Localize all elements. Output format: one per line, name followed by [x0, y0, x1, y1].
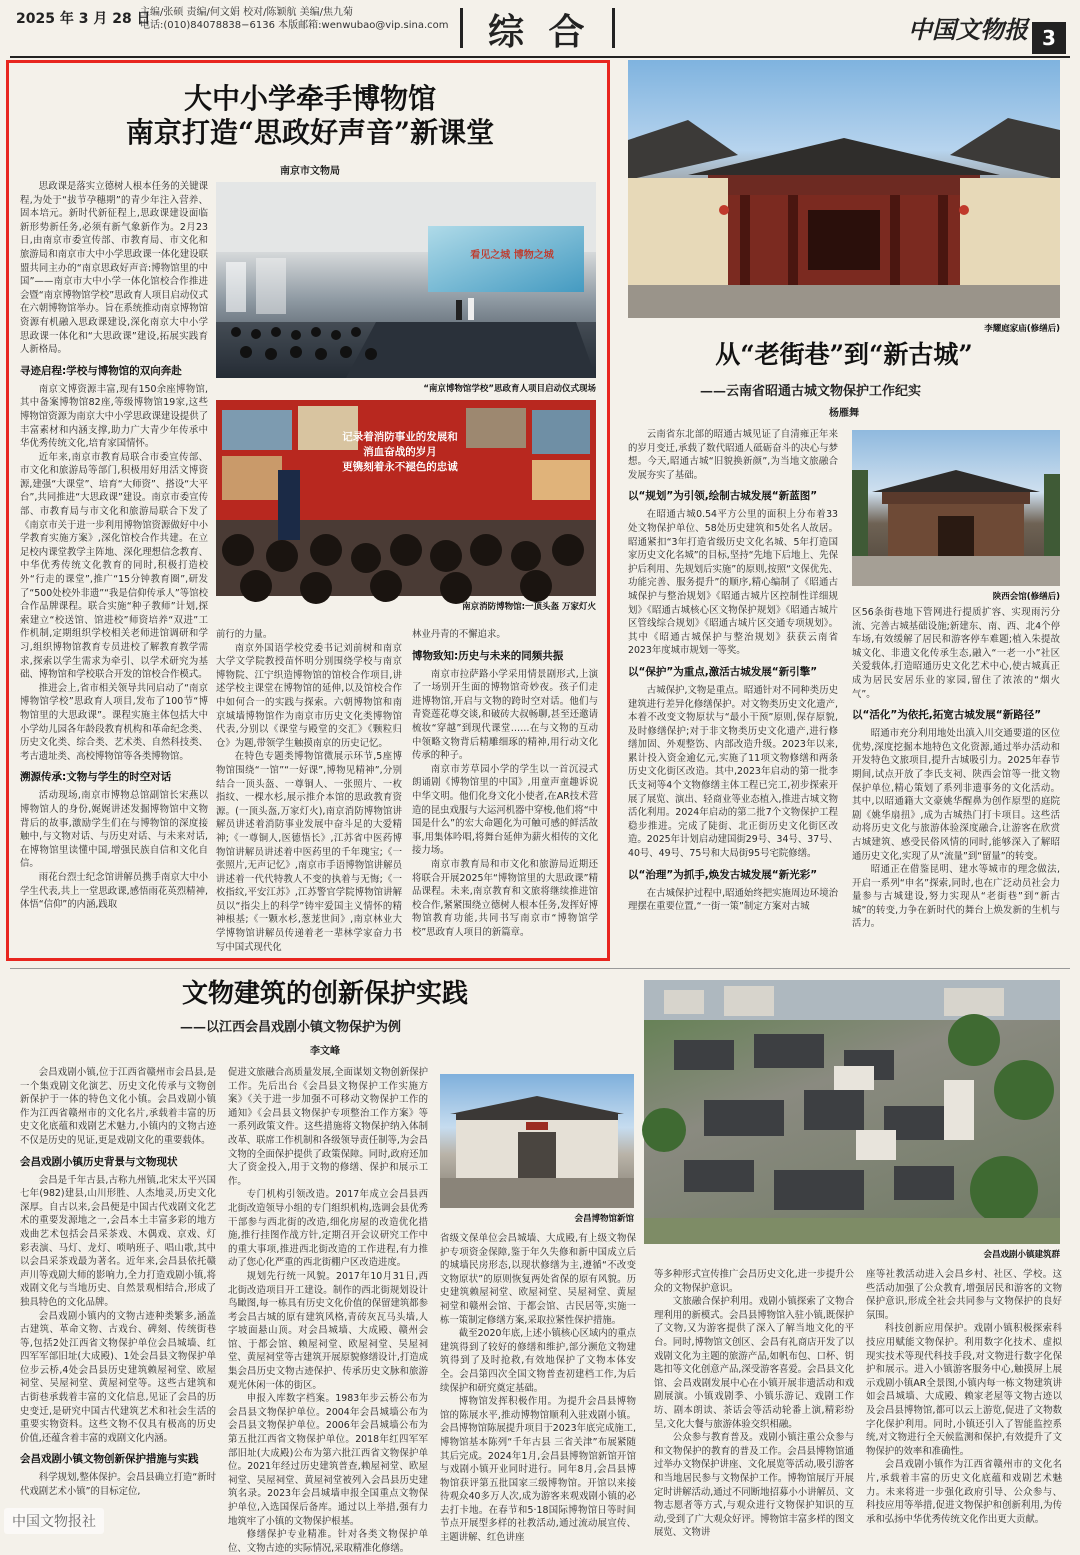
fire-museum-wall-line: 更镌刻着永不褪色的忠诚: [342, 461, 458, 473]
article3-paragraph: 座等社教活动进入会昌乡村、社区、学校。这些活动加强了公众教育,增强居民和游客的文物保护意识,形成全社会共同参与文物保护的良好氛围。: [866, 1269, 1062, 1321]
credits-line-2: 电话:(010)84078838−6136 本版邮箱:wenwubao@vip.sina.com: [140, 20, 449, 31]
article1-paragraph: 推进会上,省市相关领导共同启动了“南京博物馆学校”思政育人项目,发布了100节“博物馆里的大思政课”。课程实施主体包括大中小学幼儿园各年龄段教育机构和革命纪念类、历史文化类、综合类、艺术类、自然科技类、考古遗址类、高校博物馆等各类博物馆。: [20, 682, 208, 762]
article2-paragraph: 古城保护,文物是重点。昭通针对不同种类历史建筑进行差异化修缮保护。对文物类历史文化遗产,本着不改变文物原状与“最小干预”原则,保存原貌,及时修缮保护;对于非文物类历史文化遗产,进行修缮加固、外观整饬、内部改造升级。2023年以来,累计投入资金逾亿元,实施了11项文物修缮和两条历史文化街区改造。其中,2023年启动的第一批李氏支祠等4个文物修缮主体工程已完工,初步探索开展了展览、演出、轻商业等业态植入,推进古城文物活化利用。2024年启动的第二批7个文物保护工程稳步推进。完成了陡街、北正街历史文化街区改造。2025年计划启动建国街29号、34号、37号、40号、49号、75号和大局街95号宅院修缮。: [628, 684, 838, 860]
article3-column-1: [20, 1066, 216, 1514]
article2-subhead-2: 以“保护”为重点,激活古城发展“新引擎”: [628, 665, 818, 678]
issue-date: 2025 年 3 月 28 日: [16, 11, 151, 27]
article1-paragraph: 前行的力量。: [216, 629, 273, 640]
article2-paragraph: 昭通市充分利用地处出滇入川交通要道的区位优势,深度挖掘本地特色文化资源,通过举办活动和开发特色文旅项目,提升古城吸引力。2025年春节期间,试点开放了李氏支祠、陕西会馆等一批文物保护单位,精心策划了系列非遗事务的文化活动。其中,以昭通籍大文豪姚华醒鼻为创作原型的庭院剧《姚华扇扭》,成为古城热门打卡项目。这些活动将历史文化与旅游体验深度融合,让游客在欣赏古城建筑、感受民俗风情的同时,能够深入了解昭通历史文化,实现了从“流量”到“留量”的转变。: [852, 728, 1060, 862]
article3-paragraph: 促进文旅融合高质量发展,全面谋划文物创新保护工作。先后出台《会昌县文物保护工作实施方案》《关于进一步加强不可移动文物保护工作的通知》《会昌县文物保护专项整治工作方案》等一系列政策文件。这些措施将文物保护纳入体制改革、联席工作机制和各级领导责任制等,为会昌文物的全面保护提供了政策保障。同时,政府还加大了资金投入,用于文物的修缮、保护和展示工作。: [228, 1067, 428, 1187]
article3-paragraph: 科技创新应用保护。戏剧小镇积极探索科技应用赋能文物保护。利用数字化技术、虚拟现实技术等现代科技手段,对文物进行数字化保护和展示。进入小镇游客服务中心,触摸屏上展示戏剧小镇AR全景图,小镇内每一栋文物建筑讲如会昌城墙、大成殿、赖家老屋等文物古迹以及会昌县博物馆,都可以云上游览,促进了文物数字化保护利用。同时,小镇还引入了智能监控系统,对文物进行全天候监测和保护,有效提升了文物保护的效率和准确性。: [866, 1323, 1062, 1457]
article1-paragraph: 南京文博资源丰富,现有150余座博物馆,其中备案博物馆82座,等级博物馆19家,这些博物馆资源为南京大中小学思政课建设提供了丰富素材和内涵支撑,助力广大青少年传承中华优秀传统文化,培育家国情怀。: [20, 383, 208, 450]
article3-paragraph: 博物馆发挥积极作用。为提升会昌县博物馆的陈展水平,推动博物馆顺利入驻戏剧小镇。会昌博物馆陈展提升项目于2023年底完成施工,博物馆基本陈列“千年古县 三省关津”布展紧随其后完成。2024年1月,会昌县博物馆新馆开馆与戏剧小镇开业同时进行。同年8月,会昌县博物馆获评第五批国家三级博物馆。开馆以来接待观众40多万人次,成为游客来观戏剧小镇的必去打卡地。在春节和5·18国际博物馆日等时间节点开展型多样的社教活动,通过流动展宣传、主题讲解、红色讲座: [440, 1396, 636, 1544]
article1-subhead-2: 溯源传承:文物与学生的时空对话: [20, 771, 172, 784]
article1-subhead-3: 博物致知:历史与未来的同频共振: [412, 649, 564, 662]
article3-paragraph: 规划先行统一风貌。2017年10月31日,西北街改造项目开工建设。制作的西北街规划设计鸟瞰图,每一栋具有历史文化价值的保留建筑都参考会昌古城的原有建筑风格,青砖灰瓦马头墙,人字坡面悬山顶。对会昌城墙、大成殿、赣州会馆、于都会馆、赖屋祠堂、欧屋祠堂、吴屋祠堂、黄屋祠堂等古建筑开展原貌修缮设计,打造成集会昌历史文物古迹保护、传承历史文脉和旅游观光休闲一体的街区。: [228, 1270, 428, 1391]
article3-column-3: [440, 1232, 636, 1544]
fire-museum-wall-line: 记录着消防事业的发展和: [342, 431, 458, 443]
article2-paragraph: 在古城保护过程中,昭通始终把实施周边环境治理摆在重要位置,“一街一策”制定方案对古城: [628, 887, 838, 913]
section-bar-right: [612, 8, 615, 48]
article3-column-2: [228, 1066, 428, 1554]
article1-photo-fire-museum-caption: 南京消防博物馆:一顶头盔 万家灯火: [462, 602, 596, 612]
article3-title: 文物建筑的创新保护实践: [181, 979, 468, 1009]
article2-title: 从“老街巷”到“新古城”: [715, 340, 973, 369]
article3-photo-museum-caption: 会昌博物馆新馆: [574, 1214, 634, 1224]
article1-column-2: [216, 628, 402, 953]
temple-photo-drawing: [628, 60, 1060, 318]
article1-paragraph: 林业丹青的不懈追求。: [412, 629, 506, 640]
article3-photo-museum: [440, 1074, 634, 1208]
article3-byline: 李文峰: [310, 1046, 340, 1057]
article1-paragraph: 南京市芳草园小学的学生以一首沉浸式朗诵剧《博物馆里的中国》,用童声童趣诉说中华文明。他们化身文化小使者,在AR技术营造的昆虫戏服与大运河机器中穿梭,他们将“中国是什么”的宏大命题化为可触可感的鲜活故事,用集体吟唱,将舞台延伸为薪火相传的文化接力场。: [412, 763, 598, 857]
ceremony-backdrop-text: 看见之城 博物之城: [470, 250, 554, 261]
article3-photo-town-aerial: [644, 980, 1060, 1244]
article3-paragraph: 申报入库数字档案。1983年步云桥公布为会昌县文物保护单位。2004年会昌城墙公布为会昌县文物保护单位。2006年会昌城墙公布为第五批江西省文物保护单位。2018年红四军军部旧址(大成殿)公布为第六批江西省文物保护单位。2021年经过历史建筑普查,赖屋祠堂、欧屋祠堂、吴屋祠堂、黄屋祠堂被列入会昌县历史建筑名录。2023年会昌城墙申报全国重点文物保护单位,入选国保后备库。通过以上举措,强有力地筑牢了小镇的文物保护根基。: [228, 1393, 428, 1527]
article2-paragraph: 昭通正在借鉴昆明、建水等城市的理念做法,开启一系列“申名”探索,同时,也在广泛动员社会力量参与古城建设,努力实现从“老街巷”到“新古城”的转变,力争在新时代的舞台上焕发新的生机与活力。: [852, 864, 1060, 930]
header-rule: [10, 56, 1070, 58]
article2-photo-shaanxi-guild: [852, 430, 1060, 586]
article1-photo-ceremony: [216, 182, 596, 378]
fire-museum-wall-text: [320, 430, 480, 475]
article2-subhead-1: 以“规划”为引领,绘制古城发展“新蓝图”: [628, 490, 818, 503]
article2-byline: 杨雁舞: [829, 408, 859, 419]
article3-paragraph: 公众参与教育普及。戏剧小镇注重公众参与和文物保护的教育的普及工作。会昌县博物馆通过举办文物保护讲座、文化展览等活动,吸引游客和当地居民参与文物保护工作。博物馆展厅开展定时讲解活动,通过不同断地招募小小讲解员、文物志愿者等方式,与观众进行文物保护知识的互动,受到了广大观众好评。博物馆丰富多样的图文展览、文物讲: [654, 1432, 854, 1539]
article1-paragraph: 活动现场,南京市博物总馆副馆长宋燕以博物馆人的身份,娓娓讲述发掘博物馆中文物背后的故事,激励学生们在与博物馆的深度接触中,与文物对话、与历史对话、与未来对话,在博物馆里读懂中国,增强民族自信和文化自信。: [20, 790, 208, 870]
article3-paragraph: 会昌戏剧小镇,位于江西省赣州市会昌县,是一个集戏剧文化演艺、历史文化传承与文物创新保护于一体的特色文化小镇。会昌戏剧小镇作为江西省赣州市的文化名片,承载着丰富的历史文化底蕴和戏剧艺术魅力,小镇内的文物古迹不仅是历史的见证,更是戏剧文化的重要载体。: [20, 1067, 216, 1146]
article2-subhead-3: 以“治理”为抓手,焕发古城发展“新光彩”: [628, 868, 818, 881]
article1-paragraph: 南京外国语学校党委书记刘前树和南京大学文学院教授苗怀明分别围绕学校与南京博物院、江宁织造博物馆的馆校合作项目,讲述学校主课堂在博物馆的延伸,以及馆校合作中如何合一的实践与探索。六朝博物馆和南京城墙博物馆作为南京市历史文化类博物馆代表,分别以《课堂与殿堂的交汇》《颗粒归仓》为题,带领学生触摸南京的历史记忆。: [216, 642, 402, 749]
article3-column-5: [866, 1268, 1062, 1534]
page-number: 3: [1032, 22, 1066, 54]
article3-subtitle: ——以江西会昌戏剧小镇文物保护为例: [180, 1020, 402, 1035]
article2-photo-shaanxi-guild-caption: 陕西会馆(修缮后): [992, 592, 1060, 602]
masthead: 中国文物报: [908, 15, 1028, 44]
town-aerial-photo-drawing: [644, 980, 1060, 1244]
article3-paragraph: 截至2020年底,上述小镇核心区域内的重点建筑得到了较好的修缮和维护,部分濒危文物建筑得到了及时抢救,有效地保护了文物本体安全。会昌第四次全国文物普查初建档工作,为后续保护和研究奠定基础。: [440, 1328, 636, 1394]
museum-photo-drawing: [440, 1074, 634, 1208]
article1-paragraph: 近年来,南京市教育局联合市委宣传部、市文化和旅游局等部门,积极用好用活文博资源,建强“大课堂”、培育“大师资”、搭设“大平台”,共同推进“大思政课”建设。南京市委宣传部、市教育局与市文化和旅游局联合下发了《南京市关于进一步利用博物馆资源做好中小学教育实施方案》,深化馆校合作共建。在立足校内课堂教学主阵地、深化理想信念教育、中华优秀传统文化教育的同时,积极打造校外“行走的课堂”,推广“15分钟教育圈”,研发了“500处校外非遗”“我是信仰传承人”等馆校合作品牌课程。联合实施“种子教师”计划,探索建立“校送馆、馆进校”师资培养“双进”工作机制,定期组织学校相关老师进馆调研和学习,组织博物馆教育专员进校了解教育教学需求,探索以学生需求为牵引、以学术研究为基础、博物馆和学校联合开发的馆校合作模式。: [20, 451, 208, 681]
article1-byline: 南京市文物局: [280, 166, 340, 177]
section-bar-left: [460, 8, 463, 48]
article1-photo-ceremony-caption: “南京博物馆学校”思政育人项目启动仪式现场: [423, 384, 596, 394]
article3-paragraph: 文旅融合保护利用。戏剧小镇探索了文物合理利用的新模式。会昌县博物馆入驻小镇,既保护了文物,又为游客提供了深入了解当地文化的平台。同时,博物馆文创区、会昌有礼商店开发了以戏剧文化为主题的旅游产品,如帆布包、口杯、钥匙扣等文化创意产品,深受游客喜爱。会昌县文化馆、会昌戏剧发展中心在小镇开展非遗活动和戏剧展演。小镇戏剧季、小镇乐游记、戏剧工作坊、剧本朗读、茶话会等活动轮番上演,精彩纷呈,文化大餐与旅游体验交织相融。: [654, 1296, 854, 1430]
editor-credits: [140, 6, 449, 32]
article1-paragraph: 雨花台烈士纪念馆讲解员携手南京大中小学生代表,共上一堂思政课,感悟雨花英烈精神,体悟“信仰”的内涵,践取: [20, 871, 208, 911]
article1-intro: 思政课是落实立德树人根本任务的关键课程,为处于“拔节孕穗期”的青少年注入营养、固本培元。新时代新征程上,思政课建设面临新形势新任务,必须有新气象新作为。2月23日,由南京市委宣传部、市教育局、市文化和旅游局和南京市大中小学思政课一体化建设联盟共同主办的“南京思政好声音:博物馆里的中国”——南京市大中小学一体化馆校合作推进会暨“南京博物馆学校”思政育人项目启动仪式在六朝博物馆举办。旨在系统推动南京博物馆资源有机融入思政课建设,深化南京大中小学思政课一体化和“大思政课”建设,拓展实践育人新格局。: [20, 181, 208, 356]
article2-paragraph: 区56条街巷地下管网进行提质扩容、实现雨污分流、完善古城基础设施;新建东、南、西、北4个停车场,有效缓解了居民和游客停车难题;植入朱提故城文化、非遗文化传承生态,融入“一老一小”社区关爱载体,打造昭通历史文化艺术中心,使古城真正成为居民安居乐业的家园,留住了浓浓的“烟火气”。: [852, 607, 1060, 700]
article3-photo-town-aerial-caption: 会昌戏剧小镇建筑群: [983, 1250, 1060, 1260]
article3-paragraph: 会昌戏剧小镇作为江西省赣州市的文化名片,承载着丰富的历史文化底蕴和戏剧艺术魅力。未来将进一步强化政府引导、公众参与、科技应用等举措,促进文物保护和创新利用,为传承和弘扬中华优秀传统文化作出更大贡献。: [866, 1459, 1062, 1525]
watermark: 中国文物报社: [4, 1508, 104, 1534]
fire-museum-wall-line: 消血奋战的岁月: [363, 446, 437, 458]
article3-paragraph: 省级文保单位会昌城墙、大成殿,有上级文物保护专项资金保障,鉴于年久失修和新中国成立后的城墙民房形态,以现状修缮为主,遵循“不改变文物原状”的原则恢复两处省保的原有风貌。历史建筑赖屋祠堂、欧屋祠堂、吴屋祠堂、黄屋祠堂和赣州会馆、于都会馆、古民居等,实施一栋一策制定修缮方案,采取拉紧性保护措施。: [440, 1233, 636, 1326]
article1-column-3: [412, 628, 598, 950]
article3-paragraph: 科学规划,整体保护。会昌县确立打造“新时代戏剧艺术小镇”的目标定位,: [20, 1472, 216, 1498]
article2-subtitle: ——云南省昭通古城文物保护工作纪实: [700, 384, 922, 399]
article3-paragraph: 专门机构引领改造。2017年成立会昌县西北街改造领导小组的专门组织机构,选调会县优秀干部参与西北街的改造,细化房屋的改造优化措施,推行挂图作战方针,定期召开会议研究工作中的重大事项,推进西北街改造的工作进程,有力推动了您心化严重的西北街棚户区改造进度。: [228, 1189, 428, 1269]
article1-title-line1: 大中小学牵手博物馆: [183, 82, 436, 115]
article1-title: [20, 82, 600, 150]
article3-subhead-2: 会昌戏剧小镇文物创新保护措施与实践: [20, 1453, 199, 1466]
article2-column-1: [628, 428, 838, 958]
credits-line-1: 主编/张硕 责编/何文娟 校对/陈颖航 美编/焦九菊: [140, 7, 354, 18]
article1-paragraph: 南京市拉萨路小学采用情景剧形式,上演了一场别开生面的博物馆奇妙夜。孩子们走进博物馆,开启与文物的跨时空对话。他们与青瓷莲花尊交谈,和破砖大叔畅聊,甚至还邀请梳妆“穿越”到现代课堂……在与文物的互动中领略文物背后精雕细琢的精神,用行动文化传承的种子。: [412, 668, 598, 762]
article1-column-1: [20, 180, 208, 950]
section-name: 综 合: [488, 11, 591, 53]
article1-photo-fire-museum: [216, 400, 596, 596]
article2-paragraph: 在昭通古城0.54平方公里的面积上分布着33处文物保护单位、58处历史建筑和5处名人故居。昭通紧扣“3年打造省级历史文化名城、5年打造国家历史文化名城”的目标,坚持“先地下后地上、先保护后利用、先规划后实施”的原则,按照“文保优先、功能完善、服务提升”的顺序,精心编制了《昭通古城保护与整治规划》《昭通古城片区控制性详细规划》《昭通古城核心区文物保护规划》《昭通古城片区管线综合规划》《昭通古城片区交通专项规划》。其中《昭通古城保护与整治规划》获获云南省2023年度城市规划一等奖。: [628, 509, 838, 657]
article3-paragraph: 修缮保护专业精准。针对各类文物保护单位、文物古迹的实际情况,采取精准化修缮。: [228, 1529, 428, 1554]
article1-paragraph: 南京市教育局和市文化和旅游局近期还将联合开展2025年“博物馆里的大思政课”精品课程。未来,南京教育和文旅将继续推进馆校合作,紧紧围绕立德树人根本任务,发挥好博物馆教育功能,共同书写南京市“博物馆学校”思政育人项目的新篇章。: [412, 858, 598, 938]
page-header: [0, 0, 1080, 56]
article2-subhead-4: 以“活化”为依托,拓宽古城发展“新路径”: [852, 709, 1042, 722]
section-divider: [10, 968, 1070, 969]
article2-photo-temple-caption: 李耀庭家庙(修缮后): [984, 324, 1060, 334]
article2-column-2: [852, 606, 1060, 958]
article3-paragraph: 会昌是千年古县,古称九州镇,北宋太平兴国七年(982)建县,山川形胜、人杰地灵,历史文化深厚。自古以来,会昌便是中国古代戏剧文化艺术的重要发源地之一,会昌本土丰富多彩的地方戏曲艺术包括会昌采茶戏、木偶戏、京戏、灯彩表演、马灯、龙灯、唢呐班子、唱山歌,其中以会昌采茶戏最为著名。近年来,会昌县依托赣声川等戏剧大师的影响力,全力打造戏剧小镇,将戏剧文化与当地历史、自然景观相结合,形成了独具特色的文化品牌。: [20, 1174, 216, 1308]
article3-subhead-1: 会昌戏剧小镇历史背景与文物现状: [20, 1155, 178, 1168]
article1-title-line2: 南京打造“思政好声音”新课堂: [125, 116, 495, 149]
article3-column-4: [654, 1268, 854, 1539]
article1-paragraph: 在特色专题类博物馆微展示环节,5座博物馆围绕“一馆”“一好课”,博物见精神”,分别结合一顶头盔、一尊铜人、一张照片、一枚指纹、一棵水杉,展示推介本馆的思政教育资源。(一顶头盔,万家灯火),南京消防博物馆讲解员讲述着消防事业发展中奋斗足的大爱精神;《一尊铜人,医德悟长》,江苏省中医药博物馆讲解员讲述着中医药里的千年瑰宝;《一张照片,无声记忆》,南京市手语博物馆讲解员讲述着一代代特教人不变的执着与无悔;《一枚指纹,平安江苏》,江苏警官学院博物馆讲解员以“指尖上的科学”铸牢爱国主义情怀的精神根基;《一颗水杉,葱茏世间》,南京林业大学博物馆讲解员传递着老一辈林学家奋力书写中国式现代化: [216, 751, 402, 953]
article2-intro: 云南省东北部的昭通古城见证了自清雍正年来的岁月变迁,承载了数代昭通人砥砺奋斗的决心与梦想。今天,昭通古城“旧貌换新颜”,为当地文旅融合发展夯实了基础。: [628, 429, 838, 481]
article2-photo-temple: [628, 60, 1060, 318]
article1-subhead-1: 寻迹启程:学校与博物馆的双向奔赴: [20, 364, 182, 377]
article3-paragraph: 等多种形式宣传推广会昌历史文化,进一步提升公众的文物保护意识。: [654, 1269, 854, 1294]
shaanxi-guild-photo-drawing: [852, 430, 1060, 586]
article3-paragraph: 会昌戏剧小镇内的文物古迹种类繁多,涵盖古建筑、革命文物、古戏台、碑刻、传统街巷等,包括2处江西省文物保护单位会昌城墙、红四军军部旧址(大成殿)、1处会昌县文物保护单位步云桥,4处会昌县历史建筑赖屋祠堂、欧屋祠堂、吴屋祠堂、黄屋祠堂等。这些古建筑和古街巷承载着丰富的文化信息,见证了会昌的历史变迁,是研究中国古代建筑艺术和社会生活的重要实物资料。这些文物不仅具有极高的历史价值,还蕴含着丰富的戏剧文化内涵。: [20, 1310, 216, 1444]
ceremony-photo-drawing: [216, 182, 596, 378]
